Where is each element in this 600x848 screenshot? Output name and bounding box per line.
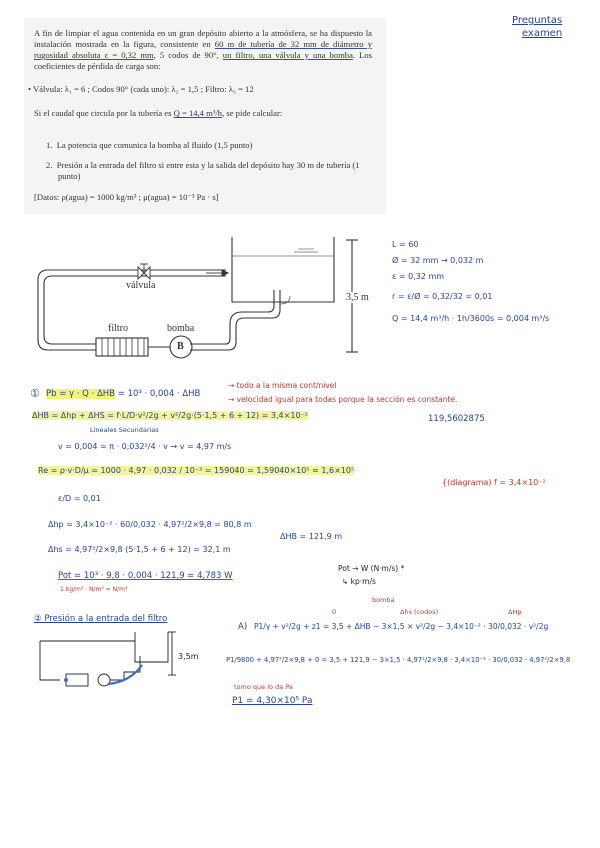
moody-note: { (442, 478, 448, 487)
question-2: 2. Presión a la entrada del filtro si entre esta y la salida del depósito hay 30 m de tubería (1 punto) (46, 160, 360, 181)
flow-post: , se pide calcular: (222, 108, 283, 118)
sol1-note2: → velocidad igual para todas porque la sección es constante. (228, 395, 458, 404)
loss-coefficients: • Válvula: λ₁ = 6 ; Codos 90° (cada uno): λ₂ = 1,5 ; Filtro: λ₃ = 12 (28, 84, 254, 94)
power-units: 1 kg/m³ · N/m³ = N/m³ (60, 586, 128, 593)
power-unit-note-2: ↳ kp·m/s (342, 577, 376, 586)
given-relative-roughness: r = ε/Ø = 0,32/32 = 0,01 (392, 292, 493, 301)
bernoulli-eq-2: P1/9800 + 4,97²/2×9,8 + 0 = 3,5 + 121,9 − 3×1,5 · 4,97²/2×9,8 · 3,4×10⁻² · 30/0,032 · 4,97²/2×9,8 (226, 656, 571, 664)
intro-components: un filtro, una válvula y una bomba (222, 50, 353, 60)
sol1-number: ① (30, 387, 40, 400)
sol1-note1: → todo a la misma cont/nivel (228, 381, 337, 390)
height-label: 3,5 m (346, 292, 369, 303)
sketch-dot (64, 678, 68, 682)
annotation-zero: 0 (332, 608, 337, 616)
intro-text: A fin de limpiar el agua contenida en un gran depósito abierto a la atmósfera, se ha dispuesto la instalación mostrada en la figura, consistente en (34, 28, 372, 49)
power-unit-note-1: Pot → W (N·m/s) * (338, 564, 405, 573)
intro-pipe-spec: 60 m de tubería de 32 mm de diámetro y rugosidad absoluta ε = 0,32 mm (34, 39, 372, 60)
given-length: L = 60 (392, 240, 419, 249)
secondary-loss-eq: Δhs = 4,97²/2×9,8 (5·1,5 + 6 + 12) = 32,1 m (48, 545, 231, 554)
sol2-title: ② Presión a la entrada del filtro (34, 614, 168, 624)
power-formula: Pb = γ · Q · ΔHB (46, 389, 116, 399)
intro-end: . Los coeficientes de pérdida de carga son: (34, 50, 372, 71)
question-1: 1. La potencia que comunica la bomba al fluido (1,5 punto) (46, 140, 253, 150)
head-equation-labels: Lineales Secundarias (90, 426, 159, 434)
given-roughness: ε = 0,32 mm (392, 272, 445, 281)
q2-text: Presión a la entrada del filtro si entre esta y la salida del depósito hay 30 m de tubería (1 punto) (56, 160, 360, 181)
coeff-text: Válvula: λ₁ = 6 ; Codos 90° (cada uno): λ₂ = 1,5 ; Filtro: λ₃ = 12 (33, 84, 254, 94)
linear-loss-eq: Δhp = 3,4×10⁻² · 60/0,032 · 4,97²/2×9,8 = 80,8 m (48, 520, 252, 529)
flow-pre: Si el caudal que circula por la tubería es (34, 108, 174, 118)
valve-label: válvula (126, 280, 156, 291)
given-flow: Q = 14,4 m³/h · 1h/3600s = 0,004 m³/s (392, 314, 550, 323)
header-note-line1: Preguntas (512, 15, 563, 26)
sketch-highlight (108, 665, 142, 684)
sketch-filter (66, 674, 88, 686)
relative-roughness: ε/D = 0,01 (58, 494, 101, 503)
power-result: Pot = 10³ · 9,8 · 0,004 · 121,9 = 4,783 W (58, 571, 233, 581)
intro-elbows: , 5 codos de 90°, (153, 50, 223, 60)
flow-value: Q = 14,4 m³/h (173, 108, 223, 118)
power-values: = 10³ · 0,004 · ΔHB (117, 389, 201, 399)
side-value: 119,5602875 (428, 414, 485, 424)
bernoulli-label: A) (238, 622, 248, 632)
velocity-eq: v = 0,004 = π · 0,032²/4 · v → v = 4,97 m/s (58, 442, 232, 451)
pump-head-result: ΔHB = 121,9 m (280, 532, 343, 541)
pump-label: bomba (167, 323, 195, 334)
given-diameter: Ø = 32 mm → 0,032 m (392, 256, 484, 265)
header-note-line2: examen (521, 28, 563, 39)
reynolds-text: Re = ρ·v·D/μ = 1000 · 4,97 · 0,032 / 10⁻³ = 159040 = 1,59040×10⁵ ≈ 1,6×10⁵ (38, 466, 355, 475)
data-line: [Datos: ρ(agua) = 1000 kg/m³ ; μ(agua) = 10⁻³ Pa · s] (34, 192, 219, 202)
annotation-bomba: bomba (372, 596, 395, 604)
pressure-result: P1 = 4,30×10⁵ Pa (232, 696, 313, 706)
head-equation: ΔHB = Δhp + ΔHS = f·L/D·v²/2g + v²/2g·(5·1,5 + 6 + 12) = 3,4×10⁻² (32, 411, 308, 420)
q1-text: La potencia que comunica la bomba al fluido (1,5 punto) (56, 140, 253, 150)
sketch-height-label: 3,5m (178, 652, 199, 661)
annotation-mid: ΔHp (508, 608, 522, 616)
pressure-note: tomo que lo da Pa (234, 683, 293, 691)
bernoulli-eq-1: P1/γ + v²/2g + z1 = 3,5 + ΔHB − 3×1,5 × v²/2g − 3,4×10⁻² · 30/0,032 · v²/2g (254, 622, 549, 631)
filter-label: filtro (108, 323, 128, 334)
pump-symbol: B (177, 341, 184, 352)
moody-text: (diagrama) f = 3,4×10⁻² (447, 478, 546, 487)
annotation-top: Δhs (codos) (400, 608, 439, 616)
